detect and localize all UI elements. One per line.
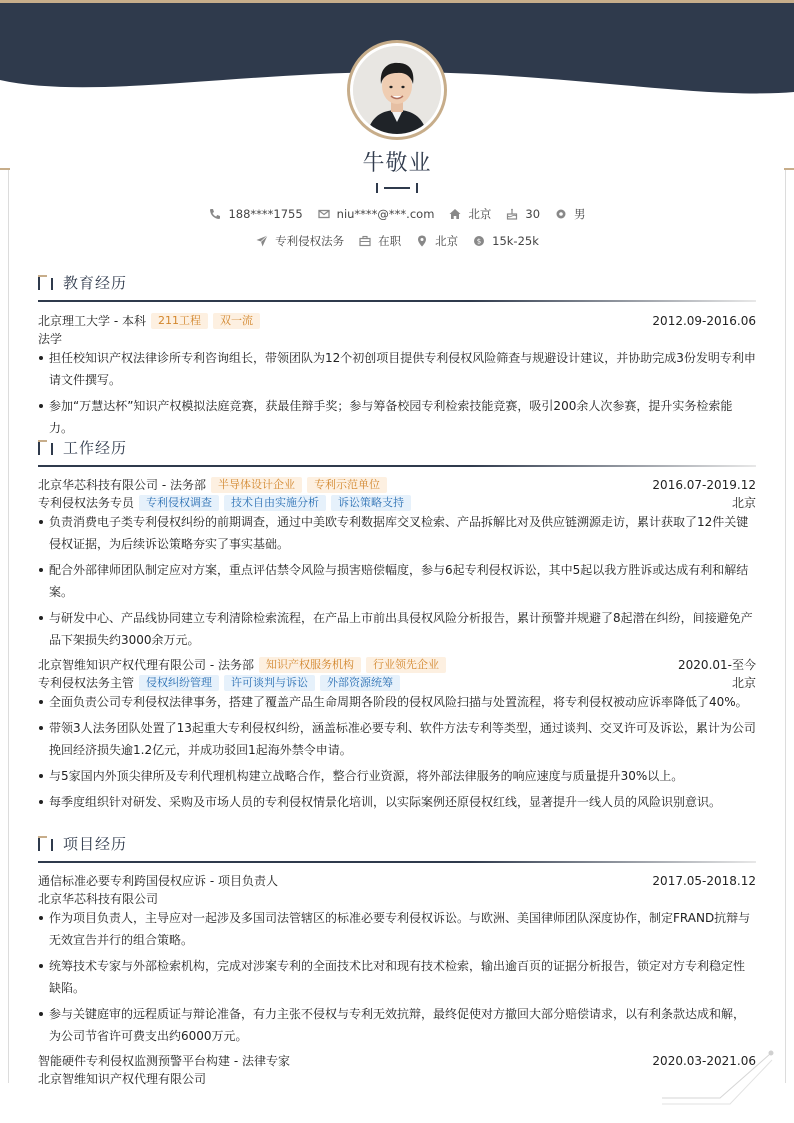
school-tag: 211工程 [151, 313, 208, 329]
education-header [38, 313, 756, 329]
name-divider [376, 183, 418, 193]
list-item: 配合外部律师团队制定应对方案，重点评估禁令风险与损害赔偿幅度，参与6起专利侵权诉讼，其中5起以我方胜诉或达成有利和解结案。 [38, 559, 756, 603]
education-major: 法学 [38, 332, 63, 346]
project-header [38, 1053, 756, 1069]
email-text: niu****@***.com [336, 207, 435, 221]
gender-item [554, 206, 586, 222]
target-city-text: 北京 [435, 234, 459, 248]
gender-icon [554, 207, 568, 221]
company-tag: 半导体设计企业 [211, 477, 302, 493]
corner-decoration [660, 1048, 780, 1108]
skill-tag: 诉讼策略支持 [331, 495, 411, 511]
list-item: 每季度组织针对研发、采购及市场人员的专利侵权情景化培训，以实际案例还原侵权红线，显著提升一线人员的风险识别意识。 [38, 791, 756, 813]
location-text: 北京 [468, 207, 492, 221]
school-tag: 双一流 [213, 313, 260, 329]
phone-text: 188****1755 [228, 207, 303, 221]
target-city-item [415, 233, 458, 249]
school-name: 北京理工大学 - 本科 [38, 314, 146, 328]
job-header [38, 477, 756, 493]
status-text: 在职 [378, 234, 402, 248]
project-period: 2020.03-2021.06 [652, 1054, 756, 1068]
svg-text:$: $ [476, 237, 482, 246]
job-intent-row [0, 233, 794, 249]
candidate-name: 牛敬业 [362, 151, 432, 176]
company-name: 北京华芯科技有限公司 - 法务部 [38, 478, 206, 492]
age-item [505, 207, 540, 221]
company-tag: 行业领先企业 [366, 657, 446, 673]
skill-tag: 技术自由实施分析 [224, 495, 326, 511]
location-item [448, 206, 491, 222]
education-period: 2012.09-2016.06 [652, 314, 756, 328]
section-title: 项目经历 [63, 835, 128, 853]
send-icon [255, 234, 269, 248]
skill-tag: 许可谈判与诉讼 [224, 675, 315, 691]
job-period: 2016.07-2019.12 [652, 478, 756, 492]
skill-tag: 侵权纠纷管理 [139, 675, 219, 691]
job-city: 北京 [731, 496, 756, 510]
company-tag: 专利示范单位 [307, 477, 387, 493]
list-item: 全面负责公司专利侵权法律事务，搭建了覆盖产品生命周期各阶段的侵权风险扫描与处置流程，将专利侵权被动应诉率降低了40%。 [38, 691, 756, 713]
mail-icon [317, 207, 331, 221]
section-divider [38, 465, 756, 467]
section-marker-icon [38, 275, 54, 290]
contact-row [0, 206, 794, 222]
pin-icon [415, 234, 429, 248]
money-icon [472, 234, 486, 248]
salary-text: 15k-25k [492, 234, 539, 248]
skill-tag: 专利侵权调查 [139, 495, 219, 511]
job-position: 专利侵权法务专员 [38, 496, 135, 510]
section-marker-icon [38, 836, 54, 851]
education-section [38, 272, 756, 294]
company-name: 北京智维知识产权代理有限公司 - 法务部 [38, 658, 254, 672]
cake-icon [505, 207, 519, 221]
section-marker-icon [38, 440, 54, 455]
section-divider [38, 861, 756, 863]
avatar [347, 40, 447, 140]
job-position: 专利侵权法务主管 [38, 676, 135, 690]
projects-section [38, 833, 756, 855]
job-target-text: 专利侵权法务 [275, 234, 345, 248]
project-name: 通信标准必要专利跨国侵权应诉 - 项目负责人 [38, 874, 278, 888]
section-title: 工作经历 [63, 439, 128, 457]
job-position-row [38, 675, 756, 691]
briefcase-icon [358, 234, 372, 248]
gender-text: 男 [574, 207, 586, 221]
job-city: 北京 [731, 676, 756, 690]
list-item: 作为项目负责人，主导应对一起涉及多国司法管辖区的标准必要专利侵权诉讼。与欧洲、美国律师团队深度协作，制定FRAND抗辩与无效宣告并行的组合策略。 [38, 907, 756, 951]
list-item: 负责消费电子类专利侵权纠纷的前期调查，通过中美欧专利数据库交叉检索、产品拆解比对及供应链溯源走访，累计获取了12件关键侵权证据，为后续诉讼策略夯实了事实基础。 [38, 511, 756, 555]
project-period: 2017.05-2018.12 [652, 874, 756, 888]
left-border-line [8, 170, 9, 1083]
email-item [317, 207, 435, 221]
phone-icon [208, 207, 222, 221]
work-section [38, 437, 756, 459]
list-item: 参加“万慧达杯”知识产权模拟法庭竞赛，获最佳辩手奖；参与筹备校园专利检索技能竞赛，吸引200余人次参赛，提升实务检索能力。 [38, 395, 756, 439]
list-item: 担任校知识产权法律诊所专利咨询组长，带领团队为12个初创项目提供专利侵权风险筛查与规避设计建议，并协助完成3份发明专利申请文件撰写。 [38, 347, 756, 391]
list-item: 带领3人法务团队处置了13起重大专利侵权纠纷，涵盖标准必要专利、软件方法专利等类型，通过谈判、交叉许可及诉讼，累计为公司挽回经济损失逾1.2亿元，并成功驳回1起海外禁令申请。 [38, 717, 756, 761]
section-title: 教育经历 [63, 274, 128, 292]
skill-tag: 外部资源统筹 [320, 675, 400, 691]
home-icon [448, 207, 462, 221]
job-period: 2020.01-至今 [678, 658, 756, 672]
list-item: 参与关键庭审的远程质证与辩论准备，有力主张不侵权与专利无效抗辩，最终促使对方撤回大部分赔偿请求，以有利条款达成和解，为公司节省许可费支出约6000万元。 [38, 1003, 756, 1047]
portrait-image [353, 46, 441, 134]
project-name: 智能硬件专利侵权监测预警平台构建 - 法律专家 [38, 1054, 290, 1068]
phone-item [208, 207, 302, 221]
age-text: 30 [525, 207, 541, 221]
list-item: 与研发中心、产品线协同建立专利清除检索流程，在产品上市前出具侵权风险分析报告，累计预警并规避了8起潜在纠纷，间接避免产品下架损失约3000余万元。 [38, 607, 756, 651]
project-org: 北京华芯科技有限公司 [38, 892, 159, 906]
project-header [38, 873, 756, 889]
status-item [358, 233, 401, 249]
section-divider [38, 300, 756, 302]
company-tag: 知识产权服务机构 [259, 657, 361, 673]
job-position-row [38, 495, 756, 511]
job-target-item [255, 233, 344, 249]
project-org: 北京智维知识产权代理有限公司 [38, 1072, 207, 1086]
list-item: 与5家国内外顶尖律所及专利代理机构建立战略合作，整合行业资源，将外部法律服务的响应速度与质量提升30%以上。 [38, 765, 756, 787]
list-item: 统筹技术专家与外部检索机构，完成对涉案专利的全面技术比对和现有技术检索，输出逾百页的证据分析报告，锁定对方专利稳定性缺陷。 [38, 955, 756, 999]
job-header [38, 657, 756, 673]
salary-item [472, 234, 539, 248]
right-border-line [785, 170, 786, 1083]
